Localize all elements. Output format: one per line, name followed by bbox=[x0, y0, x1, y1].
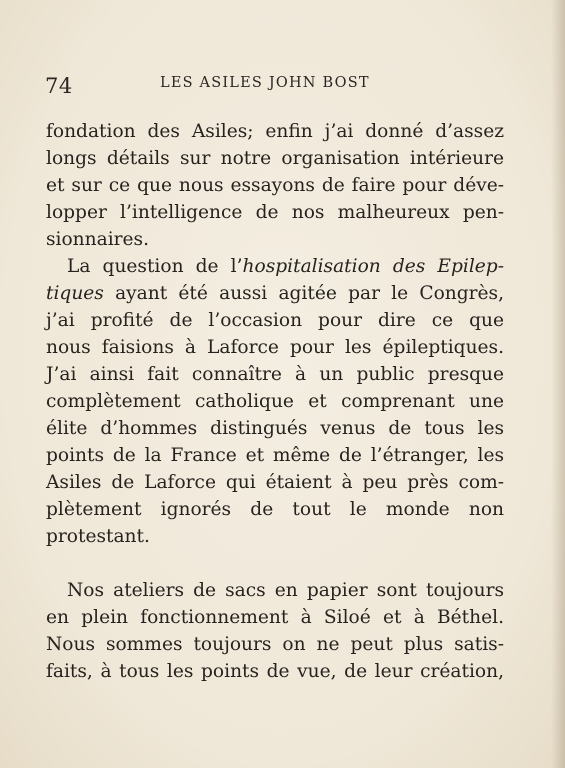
page-edge-shadow bbox=[551, 0, 565, 768]
text-line: j’ai profité de l’occasion pour dire ce que bbox=[46, 310, 504, 331]
text-line: faits, à tous les points de vue, de leur création, bbox=[46, 661, 504, 682]
text-line: Nous sommes toujours on ne peut plus satis- bbox=[46, 634, 504, 655]
paragraph-gap bbox=[46, 550, 504, 577]
text-line: et sur ce que nous essayons de faire pour déve- bbox=[46, 175, 504, 196]
text-line: en plein fonctionnement à Siloé et à Béthel. bbox=[46, 607, 504, 628]
text-line: élite d’hommes distingués venus de tous les bbox=[46, 418, 504, 439]
text-line: sionnaires. bbox=[46, 229, 150, 250]
text-line: fondation des Asiles; enfin j’ai donné d’assez bbox=[46, 121, 504, 142]
text-line: Asiles de Laforce qui étaient à peu près com- bbox=[46, 472, 504, 493]
text-line: La question de l’hospitalisation des Epilep- bbox=[67, 256, 504, 277]
text-line: lopper l’intelligence de nos malheureux pen- bbox=[46, 202, 504, 223]
text-line: complètement catholique et comprenant une bbox=[46, 391, 504, 412]
text-line: nous faisions à Laforce pour les épileptiques. bbox=[46, 337, 504, 358]
text-line: protestant. bbox=[46, 526, 150, 547]
body-text bbox=[46, 118, 504, 685]
text-line: points de la France et même de l’étranger, les bbox=[46, 445, 504, 466]
page-number: 74 bbox=[45, 74, 73, 98]
text-line: plètement ignorés de tout le monde non bbox=[46, 499, 504, 520]
text-line: longs détails sur notre organisation intérieure bbox=[46, 148, 504, 169]
text-line: J’ai ainsi fait connaître à un public presque bbox=[46, 364, 504, 385]
text-line: tiques ayant été aussi agitée par le Congrès, bbox=[46, 283, 504, 304]
running-title: LES ASILES JOHN BOST bbox=[160, 75, 370, 91]
page-header bbox=[45, 72, 505, 98]
text-line: Nos ateliers de sacs en papier sont toujours bbox=[67, 580, 504, 601]
